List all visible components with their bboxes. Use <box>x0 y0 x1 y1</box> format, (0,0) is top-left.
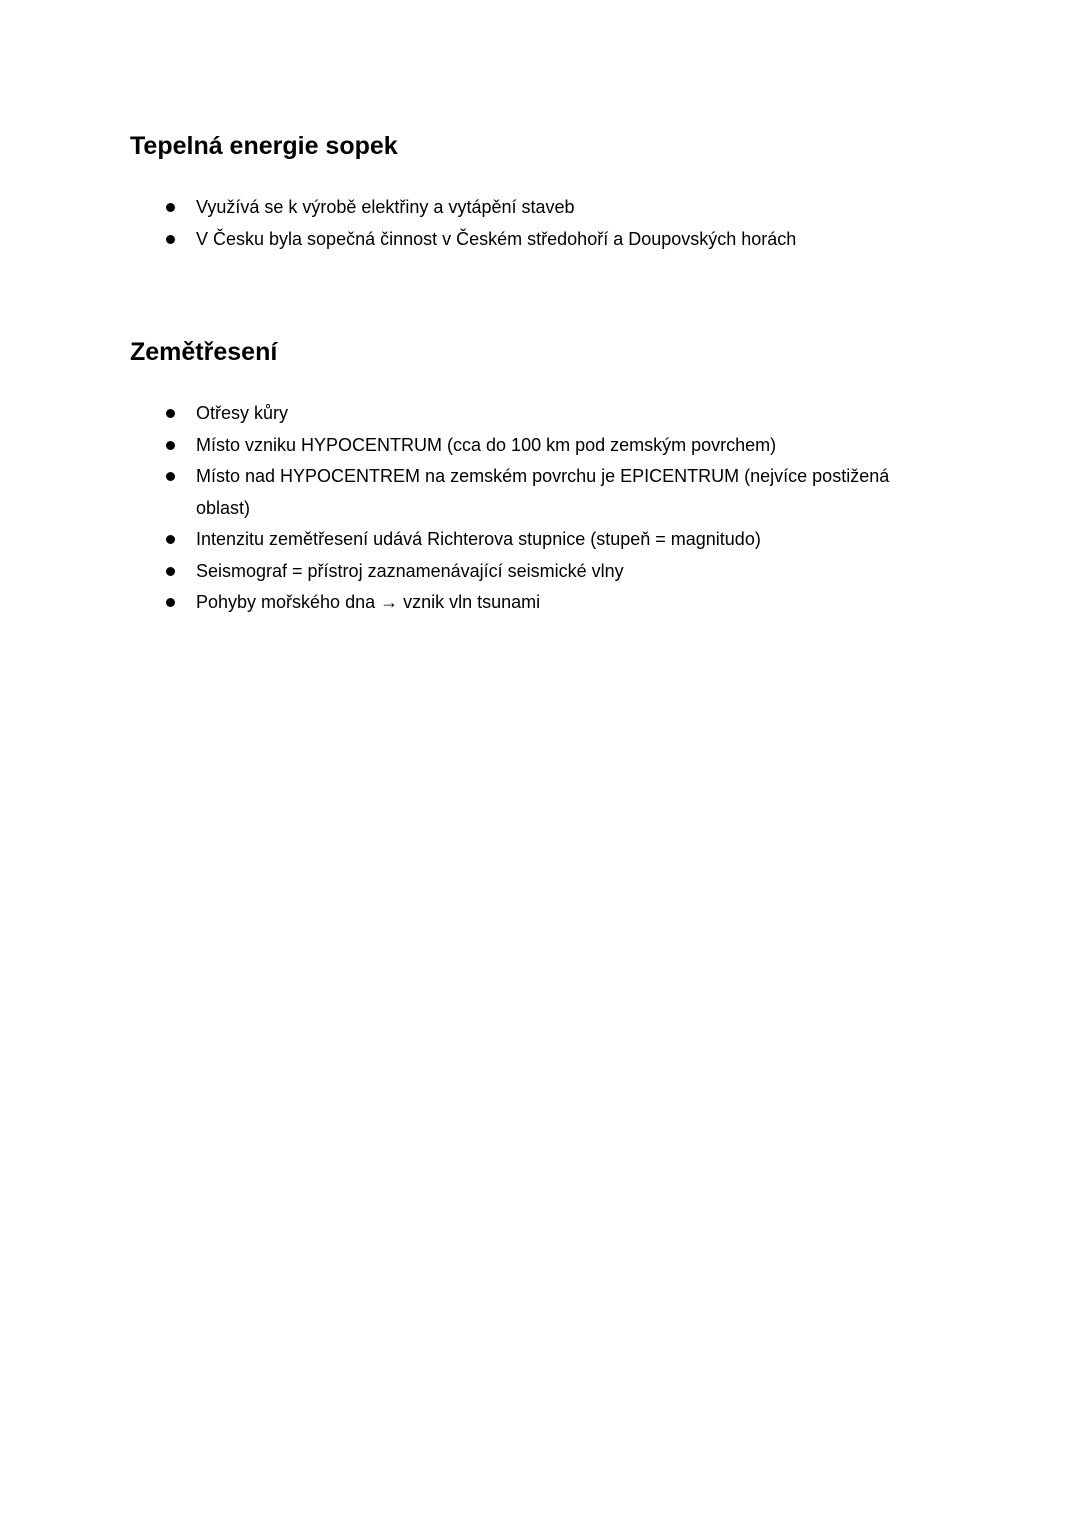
section-volcanic-energy <box>130 128 930 255</box>
list-item-text: Seismograf = přístroj zaznamenávající seismické vlny <box>196 560 624 581</box>
list-item-text: V Česku byla sopečná činnost v Českém středohoří a Doupovských horách <box>196 228 797 249</box>
bullet-list <box>130 398 930 619</box>
bullet-icon <box>166 441 175 450</box>
list-item-text: Pohyby mořského dna → vznik vln tsunami <box>196 592 541 612</box>
bullet-icon <box>166 472 175 481</box>
bullet-icon <box>166 409 175 418</box>
list-item <box>130 587 930 619</box>
list-item <box>130 461 930 524</box>
list-item-text: Intenzitu zemětřesení udává Richterova stupnice (stupeň = magnitudo) <box>196 529 761 549</box>
bullet-list <box>130 192 930 255</box>
bullet-icon <box>166 567 175 576</box>
list-item-text: Místo nad HYPOCENTREM na zemském povrchu je EPICENTRUM (nejvíce postižená oblast) <box>196 466 890 518</box>
list-item <box>130 398 930 430</box>
bullet-icon <box>166 203 175 212</box>
list-item <box>130 192 930 224</box>
section-heading: Tepelná energie sopek <box>130 132 398 160</box>
list-item <box>130 556 930 588</box>
list-item-text: Využívá se k výrobě elektřiny a vytápění staveb <box>196 197 575 217</box>
bullet-icon <box>166 235 175 244</box>
list-item <box>130 224 930 256</box>
list-item-text: Otřesy kůry <box>196 403 289 423</box>
bullet-icon <box>166 598 175 607</box>
list-item <box>130 524 930 556</box>
list-item-text: Místo vzniku HYPOCENTRUM (cca do 100 km pod zemským povrchem) <box>196 434 777 455</box>
list-item <box>130 430 930 462</box>
bullet-icon <box>166 535 175 544</box>
section-earthquake <box>130 334 930 619</box>
section-heading: Zemětřesení <box>130 338 278 366</box>
